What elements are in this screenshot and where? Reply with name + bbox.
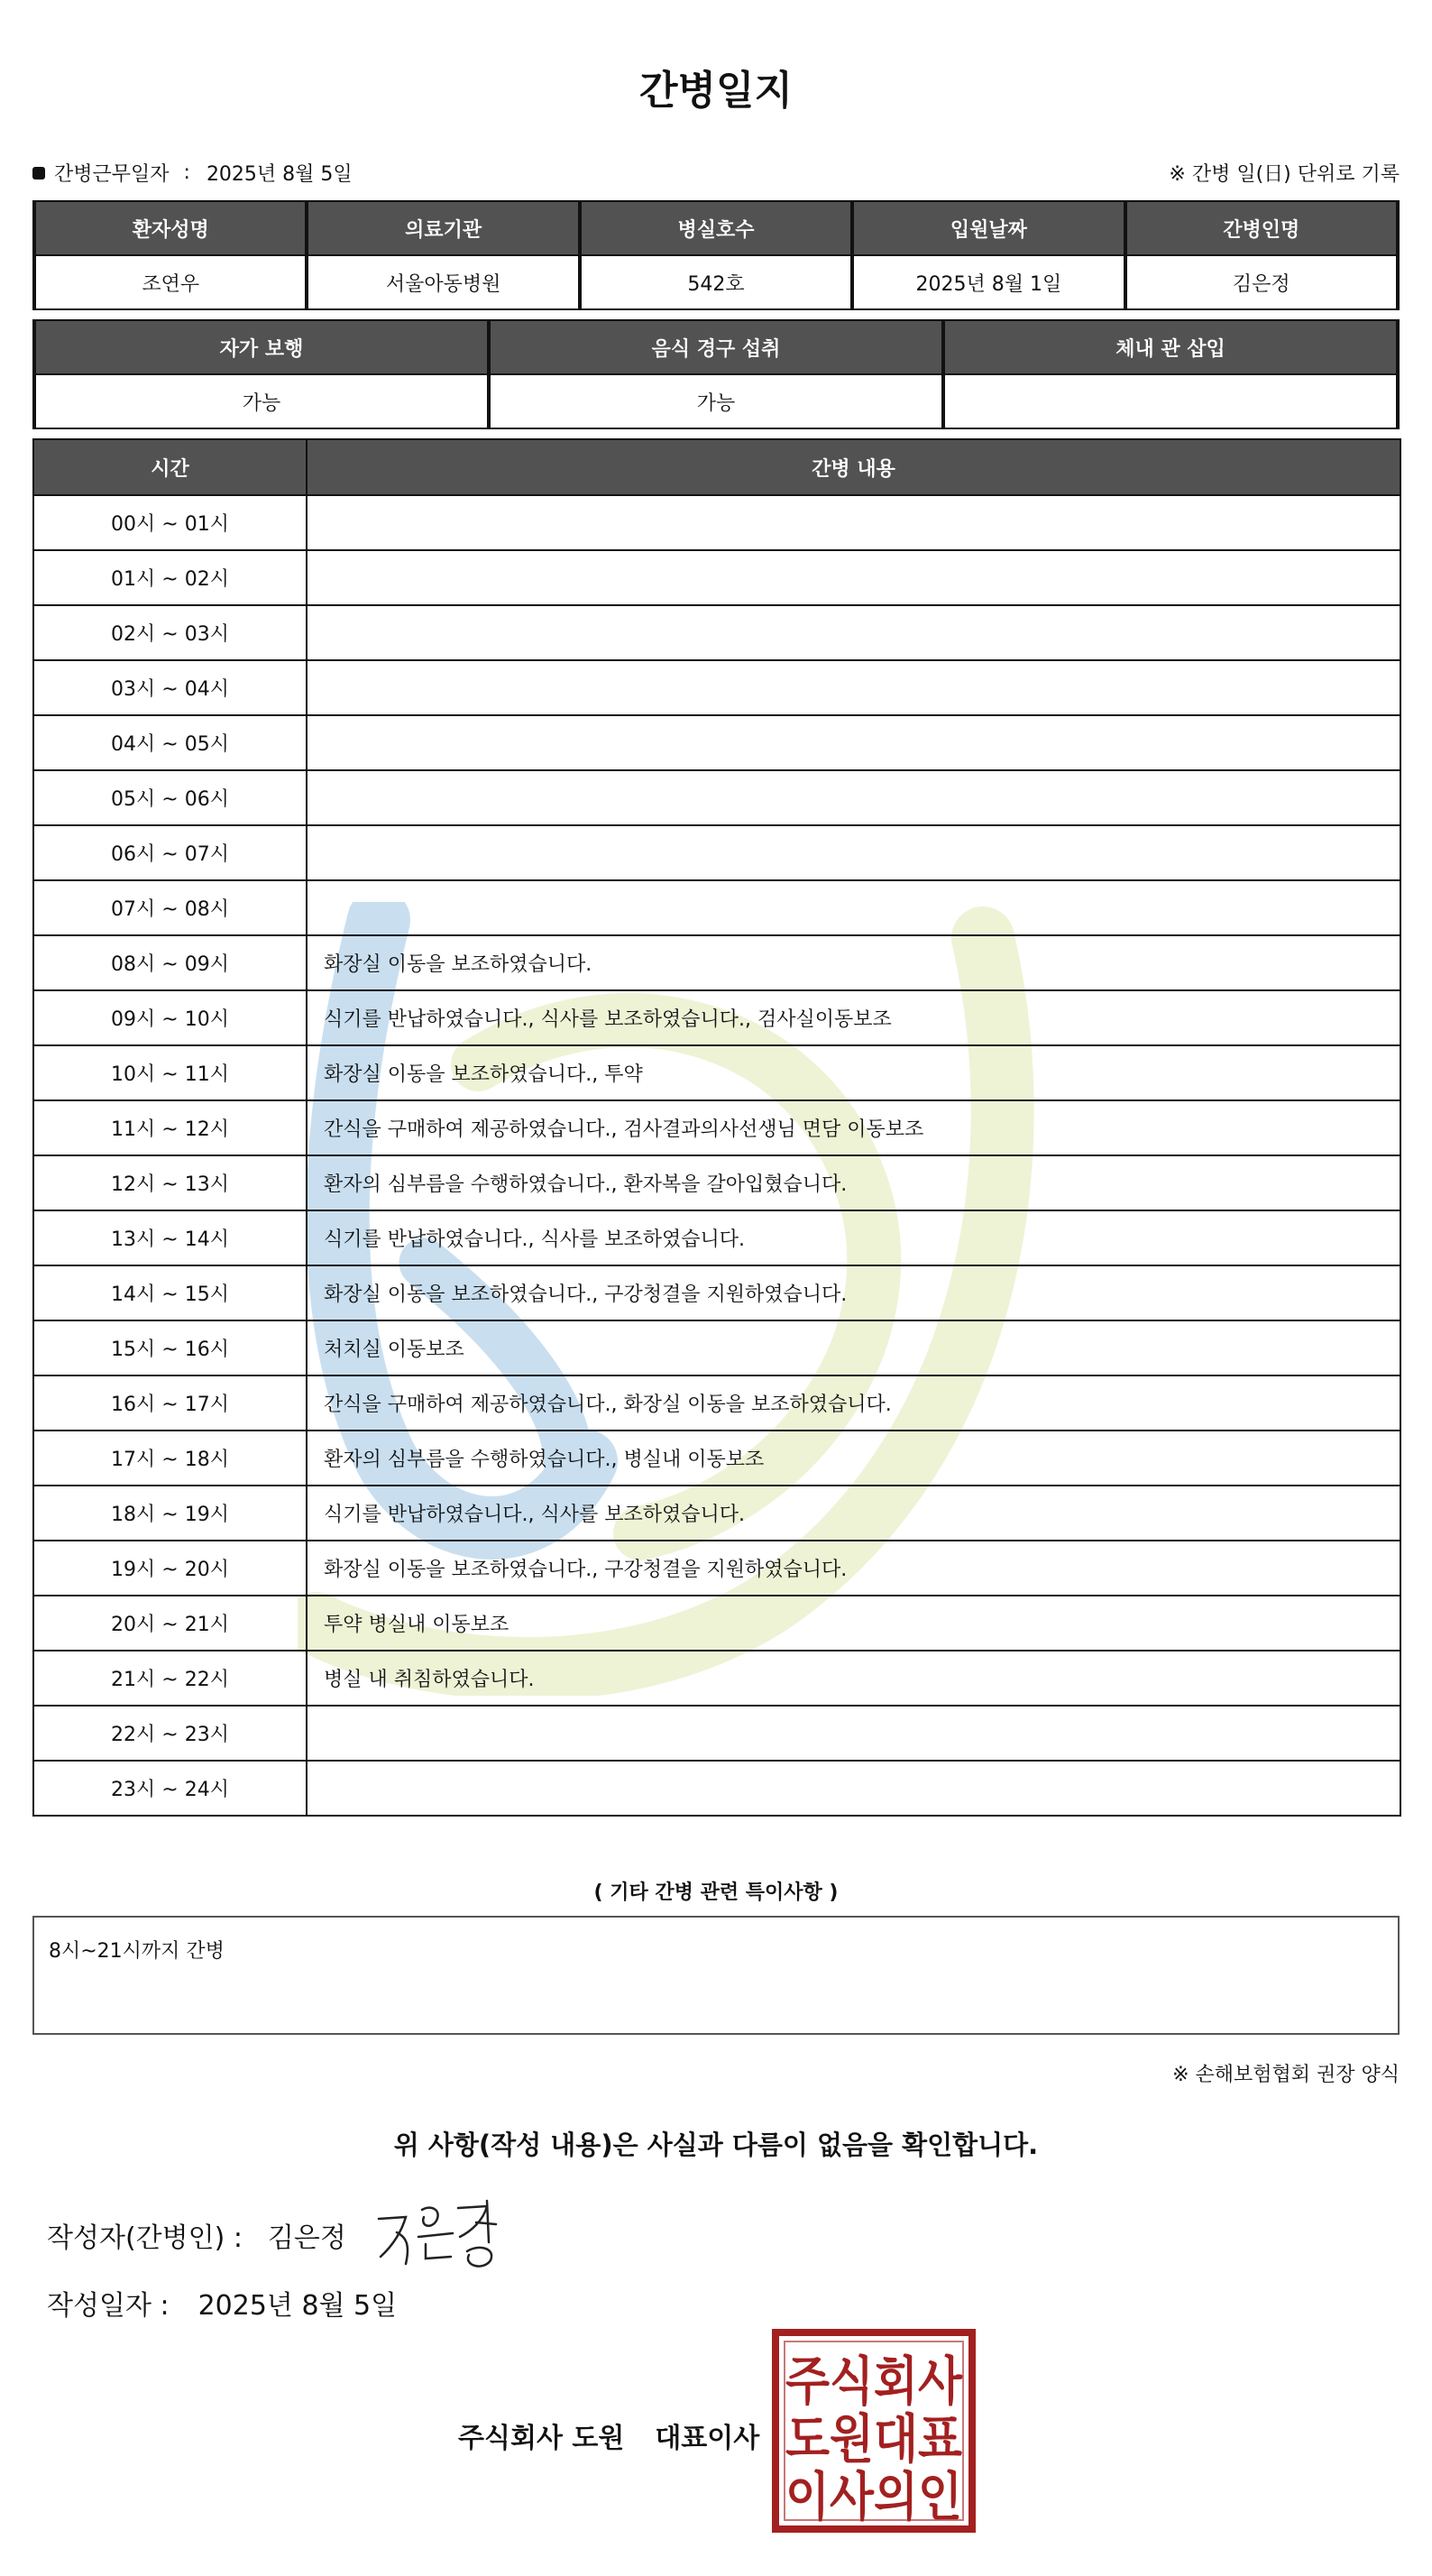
time-slot: 18시 ~ 19시 — [33, 1486, 307, 1541]
header-admission-date: 입원날짜 — [852, 201, 1124, 255]
time-slot: 13시 ~ 14시 — [33, 1210, 307, 1265]
header-hospital: 의료기관 — [307, 201, 579, 255]
time-slot: 03시 ~ 04시 — [33, 660, 307, 715]
admission-date: 2025년 8월 1일 — [852, 255, 1124, 309]
table-row — [33, 1375, 1400, 1431]
ceo-title: 대표이사 — [655, 2423, 760, 2454]
care-content: 환자의 심부름을 수행하였습니다., 병실내 이동보조 — [307, 1431, 1400, 1486]
time-slot: 15시 ~ 16시 — [33, 1320, 307, 1375]
care-content — [307, 550, 1400, 605]
care-content: 환자의 심부름을 수행하였습니다., 환자복을 갈아입혔습니다. — [307, 1155, 1400, 1210]
table-row — [33, 1541, 1400, 1596]
patient-info-table — [32, 200, 1400, 310]
table-row — [33, 1045, 1400, 1100]
table-row — [33, 935, 1400, 990]
table-row — [33, 1210, 1400, 1265]
time-slot: 09시 ~ 10시 — [33, 990, 307, 1045]
record-unit-note: ※ 간병 일(日) 단위로 기록 — [1169, 163, 1400, 186]
patient-info-value-row — [34, 255, 1398, 309]
notes-text: 8시~21시까지 간병 — [49, 1940, 225, 1963]
writer-label: 작성자(간병인) : — [47, 2222, 243, 2254]
time-slot: 23시 ~ 24시 — [33, 1761, 307, 1816]
time-slot: 05시 ~ 06시 — [33, 770, 307, 825]
time-slot: 22시 ~ 23시 — [33, 1706, 307, 1761]
patient-status-table — [32, 319, 1400, 429]
recommendation-note: ※ 손해보험협회 권장 양식 — [1172, 2064, 1400, 2086]
care-log-header-row — [33, 439, 1400, 495]
writer-name: 김은정 — [267, 2222, 346, 2254]
table-row — [33, 1596, 1400, 1651]
time-slot: 14시 ~ 15시 — [33, 1265, 307, 1320]
work-date-line — [32, 159, 353, 187]
time-slot: 21시 ~ 22시 — [33, 1651, 307, 1706]
table-row — [33, 1651, 1400, 1706]
room-number: 542호 — [580, 255, 852, 309]
patient-info-header-row — [34, 201, 1398, 255]
time-slot: 16시 ~ 17시 — [33, 1375, 307, 1431]
written-date-value: 2025년 8월 5일 — [197, 2290, 398, 2322]
header-caregiver: 간병인명 — [1125, 201, 1398, 255]
care-content: 간식을 구매하여 제공하였습니다., 화장실 이동을 보조하였습니다. — [307, 1375, 1400, 1431]
table-row — [33, 605, 1400, 660]
care-content — [307, 825, 1400, 880]
table-row — [33, 1265, 1400, 1320]
header-care-content: 간병 내용 — [307, 439, 1400, 495]
seal-text-line: 이사의인 — [785, 2466, 962, 2527]
handwritten-signature — [370, 2192, 505, 2273]
caregiver-name: 김은정 — [1125, 255, 1398, 309]
table-row — [33, 770, 1400, 825]
seal-text-line: 도원대표 — [785, 2408, 962, 2470]
table-row — [33, 1486, 1400, 1541]
care-content — [307, 1706, 1400, 1761]
table-row — [33, 1100, 1400, 1155]
header-time: 시간 — [33, 439, 307, 495]
table-row — [33, 495, 1400, 550]
care-content — [307, 880, 1400, 935]
written-date-line — [47, 2283, 397, 2323]
table-row — [33, 550, 1400, 605]
time-slot: 00시 ~ 01시 — [33, 495, 307, 550]
care-log-table — [32, 438, 1401, 1817]
care-content: 처치실 이동보조 — [307, 1320, 1400, 1375]
table-row — [33, 1761, 1400, 1816]
confirmation-statement: 위 사항(작성 내용)은 사실과 다름이 없음을 확인합니다. — [393, 2130, 1039, 2160]
table-row — [33, 1431, 1400, 1486]
header-room: 병실호수 — [580, 201, 852, 255]
time-slot: 04시 ~ 05시 — [33, 715, 307, 770]
care-content — [307, 495, 1400, 550]
table-row — [33, 990, 1400, 1045]
table-row — [33, 660, 1400, 715]
table-row — [33, 825, 1400, 880]
tube-insertion-value — [943, 374, 1398, 428]
care-content: 화장실 이동을 보조하였습니다., 투약 — [307, 1045, 1400, 1100]
oral-intake-value: 가능 — [489, 374, 943, 428]
work-date-label: 간병근무일자 — [54, 163, 170, 186]
care-content: 병실 내 취침하였습니다. — [307, 1651, 1400, 1706]
time-slot: 20시 ~ 21시 — [33, 1596, 307, 1651]
header-tube-insertion: 체내 관 삽입 — [943, 320, 1398, 374]
care-content: 식기를 반납하였습니다., 식사를 보조하였습니다., 검사실이동보조 — [307, 990, 1400, 1045]
care-content — [307, 660, 1400, 715]
company-name: 주식회사 도원 — [458, 2423, 625, 2454]
table-row — [33, 715, 1400, 770]
care-content — [307, 715, 1400, 770]
status-header-row — [34, 320, 1398, 374]
document-title: 간병일지 — [638, 68, 793, 114]
care-log-body — [33, 495, 1400, 1816]
status-value-row — [34, 374, 1398, 428]
hospital-name: 서울아동병원 — [307, 255, 579, 309]
care-content — [307, 1761, 1400, 1816]
care-content: 간식을 구매하여 제공하였습니다., 검사결과의사선생님 면담 이동보조 — [307, 1100, 1400, 1155]
time-slot: 06시 ~ 07시 — [33, 825, 307, 880]
care-content: 화장실 이동을 보조하였습니다. — [307, 935, 1400, 990]
time-slot: 07시 ~ 08시 — [33, 880, 307, 935]
work-date-value: 2025년 8월 5일 — [206, 163, 353, 186]
notes-title: ( 기타 간병 관련 특이사항 ) — [593, 1881, 839, 1904]
care-content: 화장실 이동을 보조하였습니다., 구강청결을 지원하였습니다. — [307, 1265, 1400, 1320]
care-content: 식기를 반납하였습니다., 식사를 보조하였습니다. — [307, 1210, 1400, 1265]
company-seal-stamp — [772, 2329, 976, 2533]
header-patient-name: 환자성명 — [34, 201, 307, 255]
self-walking-value: 가능 — [34, 374, 489, 428]
time-slot: 17시 ~ 18시 — [33, 1431, 307, 1486]
care-content: 식기를 반납하였습니다., 식사를 보조하였습니다. — [307, 1486, 1400, 1541]
bullet-square-icon — [32, 167, 45, 179]
notes-box — [32, 1916, 1400, 2035]
time-slot: 02시 ~ 03시 — [33, 605, 307, 660]
header-oral-intake: 음식 경구 섭취 — [489, 320, 943, 374]
table-row — [33, 1706, 1400, 1761]
table-row — [33, 1155, 1400, 1210]
written-date-label: 작성일자 : — [47, 2290, 170, 2322]
table-row — [33, 1320, 1400, 1375]
seal-text-line: 주식회사 — [785, 2351, 963, 2412]
time-slot: 19시 ~ 20시 — [33, 1541, 307, 1596]
care-content — [307, 770, 1400, 825]
care-content: 투약 병실내 이동보조 — [307, 1596, 1400, 1651]
time-slot: 01시 ~ 02시 — [33, 550, 307, 605]
care-content: 화장실 이동을 보조하였습니다., 구강청결을 지원하였습니다. — [307, 1541, 1400, 1596]
patient-name: 조연우 — [34, 255, 307, 309]
company-line — [458, 2415, 759, 2455]
time-slot: 11시 ~ 12시 — [33, 1100, 307, 1155]
table-row — [33, 880, 1400, 935]
work-date-separator: : — [183, 161, 190, 184]
care-content — [307, 605, 1400, 660]
header-self-walking: 자가 보행 — [34, 320, 489, 374]
time-slot: 12시 ~ 13시 — [33, 1155, 307, 1210]
time-slot: 08시 ~ 09시 — [33, 935, 307, 990]
time-slot: 10시 ~ 11시 — [33, 1045, 307, 1100]
writer-line — [47, 2215, 346, 2255]
